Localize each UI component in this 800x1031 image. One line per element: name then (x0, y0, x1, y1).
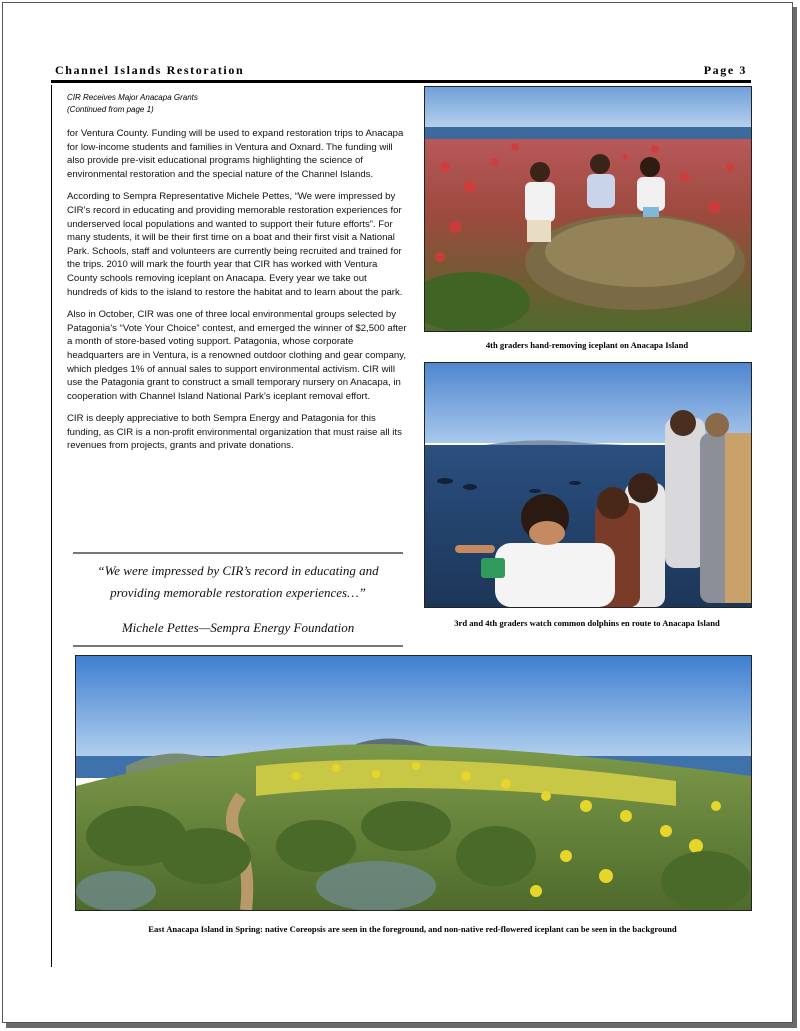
article-paragraph: According to Sempra Representative Michele Pettes, “We were impressed by CIR’s record in educating and providing memorable restoration experiences for underserved local populations and wanted to support their future efforts”. For many students, it will be their first time on a boat and their first visit a National Park. Schools, staff and volunteers are currently being recruited and trained for the trips. 2010 will mark the fourth year that CIR has worked with Ventura County schools removing iceplant on Anacapa. Every year we take out hundreds of kids to the island to restore the habitat and to learn about the park. (67, 191, 403, 298)
pull-quote: “We were impressed by CIR’s record in educating and providing memorable restoration experiences…” (97, 563, 379, 600)
photo3-caption: East Anacapa Island in Spring: native Coreopsis are seen in the foreground, and non-native red-flowered iceplant can be seen in the background (148, 924, 677, 934)
article-body (67, 127, 407, 462)
article-kicker (67, 92, 198, 116)
newsletter-page (2, 2, 793, 1023)
left-margin-rule (51, 85, 52, 967)
photo-east-anacapa-panorama (75, 655, 752, 911)
photo1-caption: 4th graders hand-removing iceplant on Anacapa Island (485, 340, 689, 350)
continued-note: (Continued from page 1) (67, 105, 154, 114)
page-header (55, 63, 751, 79)
photo-students-removing-iceplant (424, 86, 752, 332)
header-rule (51, 80, 751, 83)
article-paragraph: for Ventura County. Funding will be used to expand restoration trips to Anacapa for low-income students and families in Ventura and Oxnard. The funding will also provide pre-visit educational programs highlighting the science of environmental restoration and the special nature of the Channel Islands. (67, 128, 404, 180)
article-paragraph: Also in October, CIR was one of three local environmental groups selected by Patagonia’s “Vote Your Choice” contest, and emerged the winner of $2,500 after a month of store-based voting support. Patagonia, whose corporate headquarters are in Ventura, is a renowned outdoor clothing and gear company, which pledges 1% of annual sales to support environmental activism. CIR will use the Patagonia grant to construct a small temporary nursery on Anacapa, in cooperation with Channel Island National Park’s iceplant removal effort. (67, 309, 407, 402)
article-paragraph: CIR is deeply appreciative to both Sempra Energy and Patagonia for this funding, as CIR is a non-profit environmental organization that must raise all its revenues from projects, grants and private donations. (67, 413, 402, 452)
newsletter-title: Channel Islands Restoration (55, 63, 245, 77)
photo2-caption: 3rd and 4th graders watch common dolphins en route to Anacapa Island (454, 618, 720, 628)
article-title: CIR Receives Major Anacapa Grants (67, 93, 198, 102)
page-number: Page 3 (703, 63, 747, 77)
quote-divider-bottom (73, 645, 403, 647)
pull-quote-attribution: Michele Pettes—Sempra Energy Foundation (121, 620, 355, 635)
quote-divider-top (73, 552, 403, 554)
photo-students-watching-dolphins (424, 362, 752, 608)
